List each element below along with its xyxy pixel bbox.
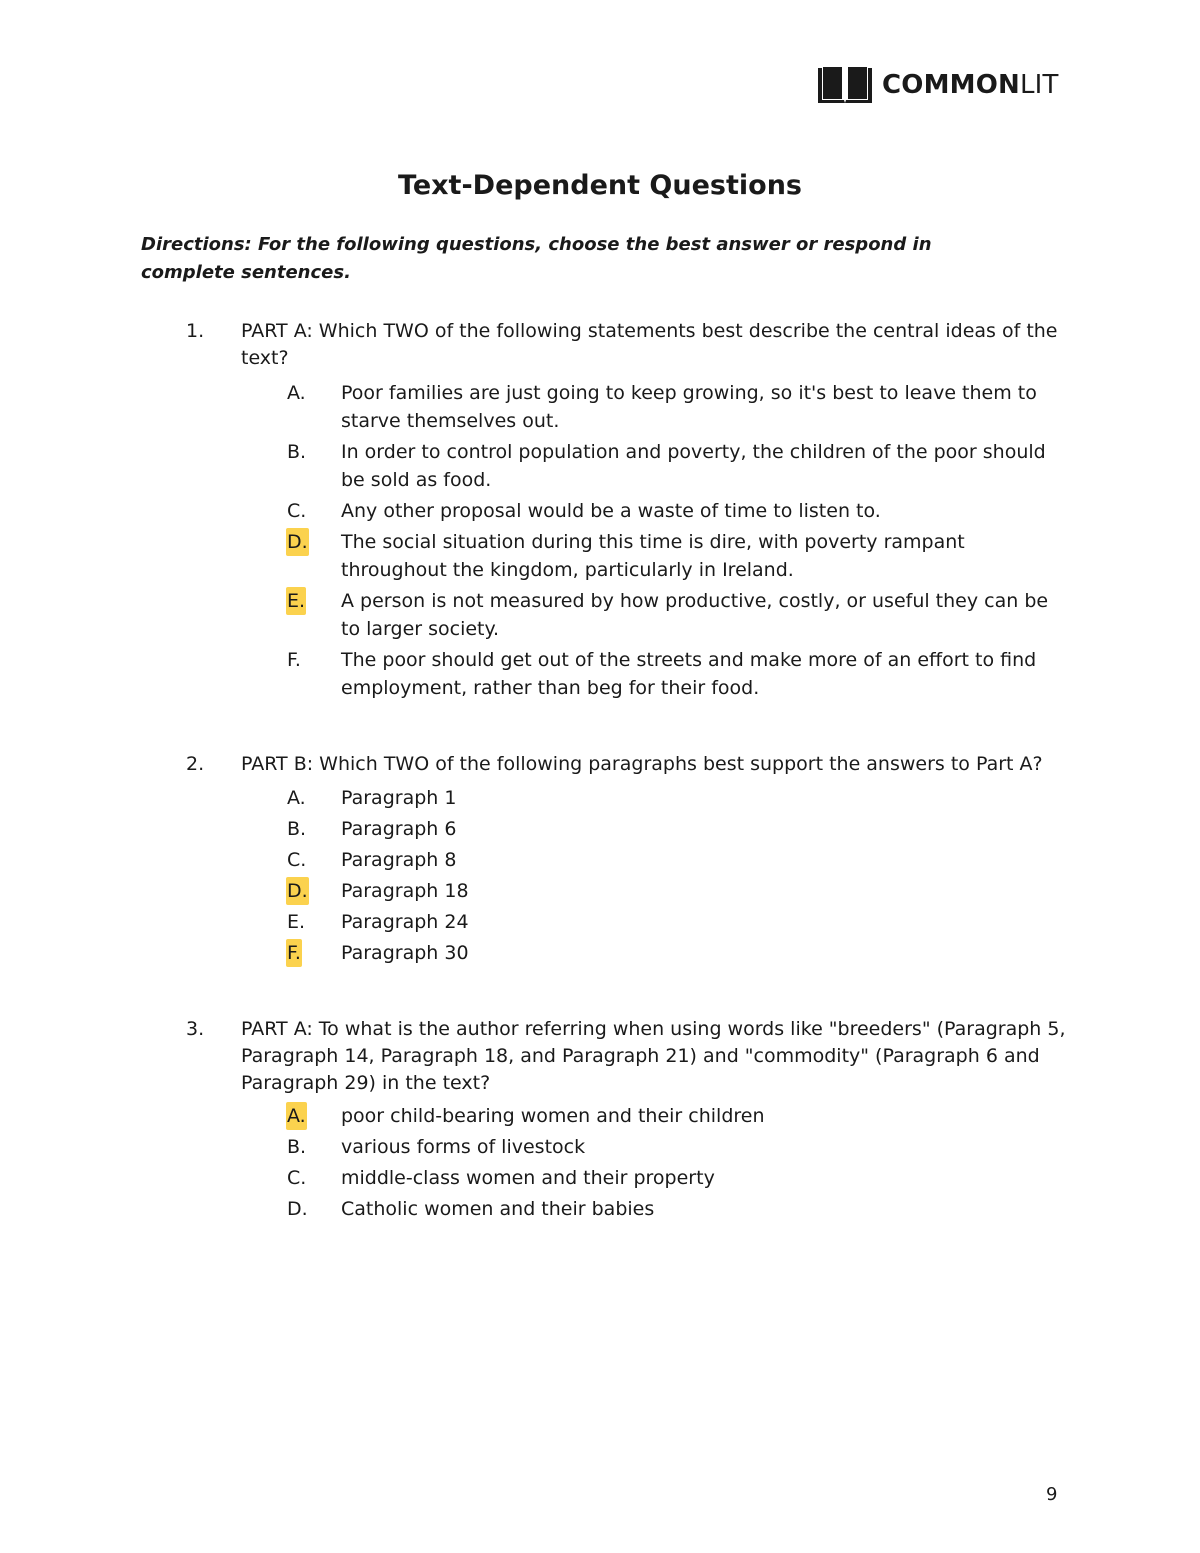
option-text: The poor should get out of the streets and make more of an effort to find employment, rather than beg for their food. — [341, 649, 1037, 699]
option-letter: D. — [287, 1198, 308, 1220]
answer-option[interactable] — [0, 846, 1200, 874]
answer-option-selected[interactable] — [0, 528, 1200, 584]
logo-wordmark-light: LIT — [1020, 70, 1059, 100]
option-letter-highlighted: F. — [286, 939, 302, 967]
answer-option[interactable] — [0, 1133, 1200, 1161]
option-letter-highlighted: A. — [286, 1102, 307, 1130]
question-text: PART B: Which TWO of the following paragraphs best support the answers to Part A? — [241, 753, 1043, 775]
commonlit-logo — [817, 66, 1059, 104]
answer-option-selected[interactable] — [0, 1102, 1200, 1130]
question-number: 2. — [186, 753, 205, 775]
question-stem — [0, 1016, 1200, 1097]
answer-option-selected[interactable] — [0, 939, 1200, 967]
page-number: 9 — [1046, 1484, 1058, 1505]
option-letter: B. — [287, 1136, 307, 1158]
question-text: PART A: To what is the author referring when using words like "breeders" (Paragraph 5, Paragraph 14, Paragraph 18, and Paragraph 21) and "commodity" (Paragraph 6 and Paragraph 29) in the text? — [241, 1018, 1066, 1094]
answer-option-selected[interactable] — [0, 587, 1200, 643]
logo-wordmark — [882, 72, 1059, 98]
option-text: poor child-bearing women and their children — [341, 1105, 765, 1127]
question-number: 1. — [186, 320, 205, 342]
page-title: Text-Dependent Questions — [398, 170, 802, 201]
answer-option[interactable] — [0, 1164, 1200, 1192]
answer-option[interactable] — [0, 784, 1200, 812]
option-letter: A. — [287, 382, 306, 404]
option-text: Catholic women and their babies — [341, 1198, 655, 1220]
option-text: Paragraph 6 — [341, 818, 457, 840]
answer-option[interactable] — [0, 1195, 1200, 1223]
option-letter-highlighted: E. — [286, 587, 306, 615]
option-letter-highlighted: D. — [286, 877, 309, 905]
answer-option[interactable] — [0, 908, 1200, 936]
option-letter: B. — [287, 441, 307, 463]
option-text: Paragraph 1 — [341, 787, 457, 809]
question-number: 3. — [186, 1018, 205, 1040]
question-2 — [0, 751, 1200, 967]
answer-option[interactable] — [0, 497, 1200, 525]
open-book-icon — [817, 66, 873, 104]
option-letter: C. — [287, 1167, 307, 1189]
answer-option[interactable] — [0, 815, 1200, 843]
answer-option[interactable] — [0, 646, 1200, 702]
option-text: Paragraph 30 — [341, 942, 469, 964]
question-stem — [0, 318, 1200, 372]
question-1 — [0, 318, 1200, 702]
answer-option[interactable] — [0, 438, 1200, 494]
option-text: The social situation during this time is dire, with poverty rampant throughout the kingdom, particularly in Ireland. — [341, 531, 965, 581]
answer-option[interactable] — [0, 379, 1200, 435]
question-stem — [0, 751, 1200, 778]
option-letter: A. — [287, 787, 306, 809]
option-text: Paragraph 8 — [341, 849, 457, 871]
option-text: In order to control population and poverty, the children of the poor should be sold as food. — [341, 441, 1046, 491]
option-letter: F. — [287, 649, 301, 671]
option-letter: C. — [287, 849, 307, 871]
option-text: A person is not measured by how productive, costly, or useful they can be to larger society. — [341, 590, 1049, 640]
question-3 — [0, 1016, 1200, 1223]
option-letter: B. — [287, 818, 307, 840]
option-letter-highlighted: D. — [286, 528, 309, 556]
option-text: various forms of livestock — [341, 1136, 586, 1158]
option-text: Poor families are just going to keep growing, so it's best to leave them to starve themselves out. — [341, 382, 1037, 432]
option-letter: E. — [287, 911, 306, 933]
logo-wordmark-bold: COMMON — [882, 70, 1020, 100]
option-text: middle-class women and their property — [341, 1167, 715, 1189]
option-text: Paragraph 24 — [341, 911, 469, 933]
directions-text: Directions: For the following questions, choose the best answer or respond in complete sentences. — [141, 234, 932, 283]
answer-option-selected[interactable] — [0, 877, 1200, 905]
option-letter: C. — [287, 500, 307, 522]
option-text: Any other proposal would be a waste of time to listen to. — [341, 500, 881, 522]
option-text: Paragraph 18 — [341, 880, 469, 902]
question-text: PART A: Which TWO of the following statements best describe the central ideas of the text? — [241, 320, 1058, 369]
